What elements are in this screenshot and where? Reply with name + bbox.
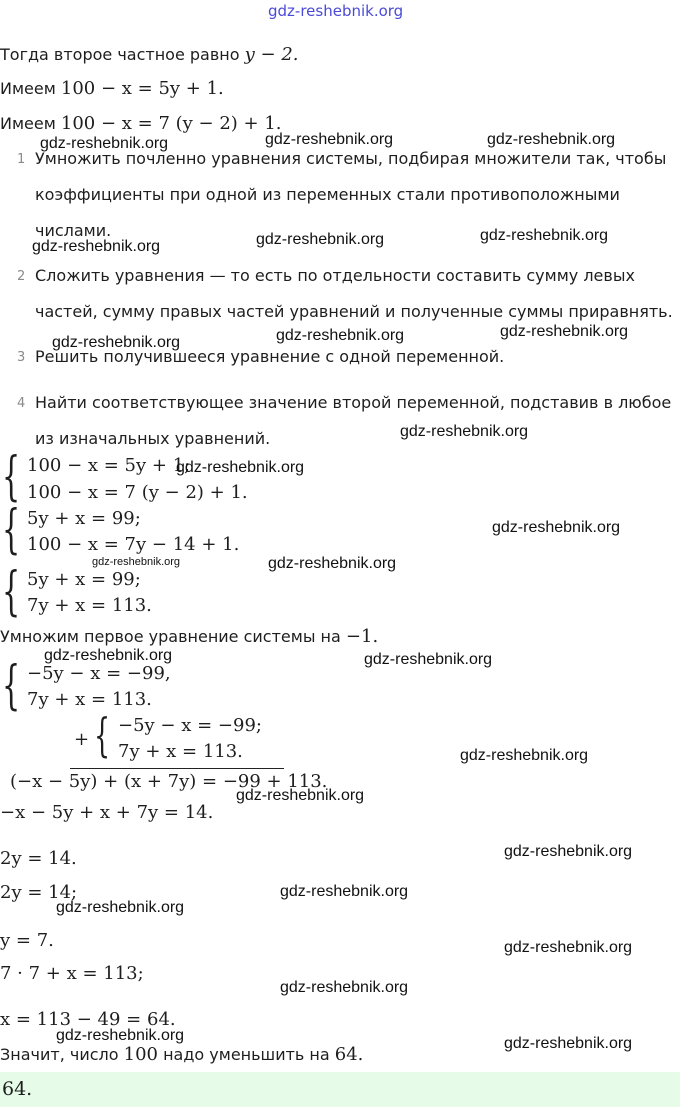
- system-2-eq-1: 5y + x = 99;: [27, 508, 141, 529]
- solve-line-6: x = 113 − 49 = 64.: [0, 1009, 176, 1030]
- intro-line-2-text: Имеем: [0, 79, 61, 98]
- intro-line-1-math: y − 2.: [244, 44, 299, 65]
- watermark: gdz-reshebnik.org: [480, 227, 609, 244]
- step-1-number: 1: [17, 152, 26, 167]
- intro-line-1-text: Тогда второе частное равно: [0, 45, 245, 64]
- watermark: gdz-reshebnik.org: [364, 651, 493, 668]
- intro-line-3-math: 100 − x = 7 (y − 2) + 1.: [60, 113, 282, 134]
- watermark: gdz-reshebnik.org: [265, 131, 394, 148]
- watermark: gdz-reshebnik.org: [460, 747, 589, 764]
- watermark: gdz-reshebnik.org: [280, 979, 409, 996]
- system-1-brace: {: [2, 447, 21, 507]
- system-1-eq-2: 100 − x = 7 (y − 2) + 1.: [27, 482, 248, 503]
- watermark: gdz-reshebnik.org: [487, 131, 616, 148]
- watermark: gdz-reshebnik.org: [268, 555, 397, 572]
- plus-sign: +: [74, 729, 90, 750]
- header-watermark[interactable]: gdz-reshebnik.org: [268, 2, 404, 20]
- solve-line-4: y = 7.: [0, 930, 54, 951]
- solve-line-1: −x − 5y + x + 7y = 14.: [0, 802, 214, 823]
- multiply-line: [0, 626, 378, 647]
- answer-value: 64.: [2, 1078, 33, 1100]
- watermark: gdz-reshebnik.org: [504, 1035, 633, 1052]
- step-2-line-2: частей, сумму правых частей уравнений и полученные суммы приравнять.: [35, 302, 673, 321]
- step-4-line-2: из изначальных уравнений.: [35, 429, 271, 448]
- watermark: gdz-reshebnik.org: [44, 647, 173, 664]
- intro-line-3-text: Имеем: [0, 114, 61, 133]
- step-1-line-2: коэффициенты при одной из переменных стали противоположными: [35, 185, 620, 204]
- watermark: gdz-reshebnik.org: [280, 883, 409, 900]
- watermark: gdz-reshebnik.org: [56, 899, 185, 916]
- multiply-math: −1.: [345, 626, 379, 647]
- watermark: gdz-reshebnik.org: [52, 334, 181, 351]
- step-4-line-1: Найти соответствующее значение второй переменной, подставив в любое: [35, 393, 672, 412]
- watermark: gdz-reshebnik.org: [40, 135, 169, 152]
- multiply-text: Умножим первое уравнение системы на: [0, 627, 346, 646]
- watermark: gdz-reshebnik.org: [400, 423, 529, 440]
- watermark: gdz-reshebnik.org: [56, 1027, 185, 1044]
- answer-box: [0, 1072, 680, 1107]
- solve-line-5: 7 · 7 + x = 113;: [0, 963, 144, 984]
- intro-line-3: [0, 113, 282, 134]
- system-2-brace: {: [2, 500, 21, 560]
- system-3-eq-2: 7y + x = 113.: [27, 595, 152, 616]
- conclusion-number-1: 100: [123, 1044, 158, 1065]
- system-3-brace: {: [2, 562, 21, 622]
- conclusion-text-1: Значит, число: [0, 1045, 124, 1064]
- watermark-small: gdz-reshebnik.org: [92, 556, 181, 568]
- watermark: gdz-reshebnik.org: [256, 231, 385, 248]
- system-5-brace: {: [94, 708, 111, 762]
- step-2-number: 2: [17, 269, 26, 284]
- step-1-line-3: числами.: [35, 221, 112, 240]
- sum-line: (−x − 5y) + (x + 7y) = −99 + 113.: [10, 771, 328, 792]
- step-2-line-1: Сложить уравнения — то есть по отдельности составить сумму левых: [35, 266, 635, 285]
- step-1-line-1: Умножить почленно уравнения системы, подбирая множители так, чтобы: [35, 149, 667, 168]
- watermark: gdz-reshebnik.org: [504, 939, 633, 956]
- system-3-eq-1: 5y + x = 99;: [27, 569, 141, 590]
- system-5-eq-1: −5y − x = −99;: [118, 715, 262, 736]
- watermark: gdz-reshebnik.org: [492, 519, 621, 536]
- intro-line-2: [0, 78, 224, 99]
- system-2-eq-2: 100 − x = 7y − 14 + 1.: [27, 534, 240, 555]
- system-4-eq-2: 7y + x = 113.: [27, 689, 152, 710]
- watermark: gdz-reshebnik.org: [32, 238, 161, 255]
- watermark: gdz-reshebnik.org: [176, 459, 305, 476]
- solve-line-3: 2y = 14;: [0, 882, 78, 903]
- watermark: gdz-reshebnik.org: [500, 323, 629, 340]
- step-3-number: 3: [17, 350, 26, 365]
- system-5-eq-2: 7y + x = 113.: [118, 741, 243, 762]
- intro-line-2-math: 100 − x = 5y + 1.: [60, 78, 224, 99]
- step-3-line-1: Решить получившееся уравнение с одной переменной.: [35, 347, 505, 366]
- system-4-brace: {: [2, 656, 21, 716]
- system-4-eq-1: −5y − x = −99,: [27, 663, 171, 684]
- solve-line-2: 2y = 14.: [0, 848, 77, 869]
- intro-line-1: [0, 44, 299, 65]
- watermark: gdz-reshebnik.org: [236, 787, 365, 804]
- system-1-eq-1: 100 − x = 5y + 1;: [27, 455, 191, 476]
- sum-divider: [70, 768, 284, 769]
- conclusion-text-2: надо уменьшить на: [157, 1045, 335, 1064]
- watermark: gdz-reshebnik.org: [504, 843, 633, 860]
- watermark: gdz-reshebnik.org: [276, 327, 405, 344]
- conclusion-line: [0, 1044, 363, 1065]
- step-4-number: 4: [17, 396, 26, 411]
- conclusion-number-2: 64.: [334, 1044, 364, 1065]
